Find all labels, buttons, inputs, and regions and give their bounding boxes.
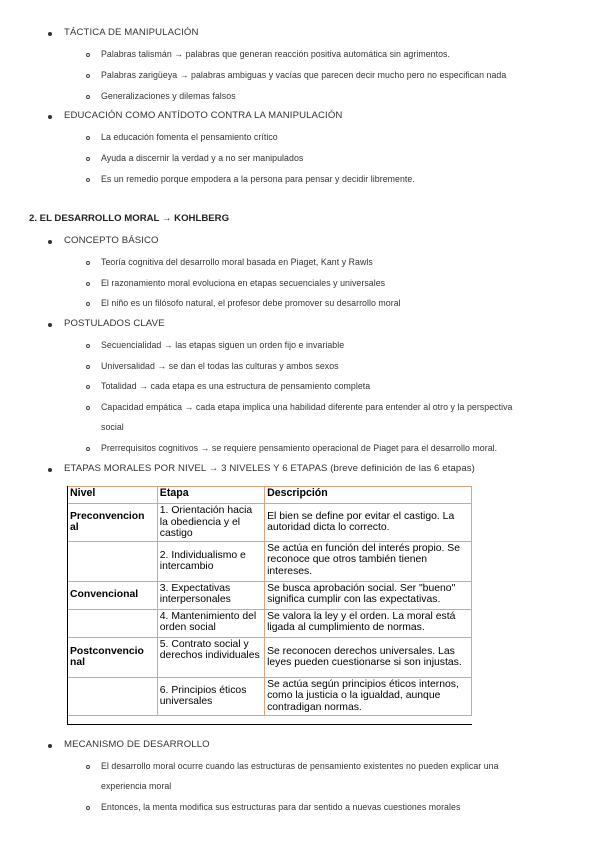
bullet-circle-icon <box>86 385 90 389</box>
table-cell-description: Se valora la ley y el orden. La moral está ligada al cumplimiento de normas. <box>265 609 472 637</box>
sub-list-item: Teoría cognitiva del desarrollo moral basada en Piaget, Kant y Rawls <box>101 257 373 267</box>
table-cell-level <box>68 609 158 637</box>
table-row <box>68 504 472 542</box>
sub-list-item: Universalidad → se dan el todas las culturas y ambos sexos <box>101 361 339 371</box>
bullet-dot-icon <box>48 115 52 119</box>
table-cell-level: Postconvencio nal <box>68 637 158 677</box>
sub-list-item: El razonamiento moral evoluciona en etapas secuenciales y universales <box>101 278 386 288</box>
table-cell-stage: 6. Principios éticos universales <box>157 677 264 715</box>
sub-list-item: Entonces, la menta modifica sus estructuras para dar sentido a nuevas cuestiones morales <box>101 802 461 812</box>
sub-list-item: Palabras zarigüeya → palabras ambiguas y vacías que parecen decir mucho pero no especifican nada <box>101 70 507 80</box>
bullet-circle-icon <box>86 157 90 161</box>
table-cell-level <box>68 677 158 715</box>
table-cell-stage: 3. Expectativas interpersonales <box>157 581 264 609</box>
column-header: Descripción <box>265 487 472 504</box>
sub-list-item: Ayuda a discernir la verdad y a no ser manipulados <box>101 153 304 163</box>
sub-list-item: Capacidad empática → cada etapa implica una habilidad diferente para entender al otro y la perspectiva <box>101 402 513 412</box>
table-cell-stage: 4. Mantenimiento del orden social <box>157 609 264 637</box>
sub-list-item: Secuencialidad → las etapas siguen un orden fijo e invariable <box>101 340 345 350</box>
table-header-row <box>68 487 472 504</box>
table-row <box>68 609 472 637</box>
sub-list-item: Generalizaciones y dilemas falsos <box>101 91 236 101</box>
table-cell-description: Se reconocen derechos universales. Las leyes pueden cuestionarse si son injustas. <box>265 637 472 677</box>
table-cell-description: El bien se define por evitar el castigo. La autoridad dicta lo correcto. <box>265 504 472 542</box>
bullet-dot-icon <box>48 323 52 327</box>
table-cell-description: Se actúa según principios éticos internos, como la justicia o la igualdad, aunque contradigan normas. <box>265 677 472 715</box>
list-item-label: POSTULADOS CLAVE <box>64 318 165 329</box>
table-cell-stage: 5. Contrato social y derechos individuales <box>157 637 264 677</box>
bullet-circle-icon <box>86 136 90 140</box>
bullet-circle-icon <box>86 178 90 182</box>
bullet-dot-icon <box>48 744 52 748</box>
table-border-bottom <box>67 724 472 725</box>
sub-list-item-continuation: social <box>101 422 124 432</box>
section-heading: 2. EL DESARROLLO MORAL → KOHLBERG <box>29 213 230 224</box>
bullet-circle-icon <box>86 282 90 286</box>
list-item-label: ETAPAS MORALES POR NIVEL → 3 NIVELES Y 6 ETAPAS (breve definición de las 6 etapas) <box>64 463 475 474</box>
list-item-label: CONCEPTO BÁSICO <box>64 235 159 246</box>
sub-list-item: La educación fomenta el pensamiento crítico <box>101 132 278 142</box>
sub-list-item: El desarrollo moral ocurre cuando las estructuras de pensamiento existentes no pueden explicar una <box>101 761 499 771</box>
table-cell-description: Se busca aprobación social. Ser "bueno" significa cumplir con las expectativas. <box>265 581 472 609</box>
bullet-dot-icon <box>48 240 52 244</box>
sub-list-item: Es un remedio porque empodera a la persona para pensar y decidir libremente. <box>101 174 415 184</box>
bullet-circle-icon <box>86 261 90 265</box>
moral-stages-table <box>67 486 472 716</box>
column-header: Nivel <box>68 487 158 504</box>
table-cell-description: Se actúa en función del interés propio. Se reconoce que otros también tienen intereses. <box>265 541 472 581</box>
bullet-circle-icon <box>86 74 90 78</box>
bullet-circle-icon <box>86 806 90 810</box>
sub-list-item: Palabras talismán → palabras que generan reacción positiva automática sin agrimentos. <box>101 49 450 59</box>
bullet-circle-icon <box>86 344 90 348</box>
list-item-label: TÁCTICA DE MANIPULACIÓN <box>64 27 199 38</box>
bullet-circle-icon <box>86 53 90 57</box>
bullet-circle-icon <box>86 365 90 369</box>
table-row <box>68 541 472 581</box>
table-cell-level: Convencional <box>68 581 158 609</box>
table-cell-level: Preconvencion al <box>68 504 158 542</box>
table-border-left <box>67 486 68 725</box>
sub-list-item: Totalidad → cada etapa es una estructura de pensamiento completa <box>101 381 371 391</box>
table-row <box>68 677 472 715</box>
list-item-label: MECANISMO DE DESARROLLO <box>64 739 210 750</box>
list-item-label: EDUCACIÓN COMO ANTÍDOTO CONTRA LA MANIPULACIÓN <box>64 110 343 121</box>
bullet-circle-icon <box>86 95 90 99</box>
table-cell-level <box>68 541 158 581</box>
sub-list-item-continuation: experiencia moral <box>101 781 172 791</box>
sub-list-item: El niño es un filósofo natural, el profesor debe promover su desarrollo moral <box>101 298 401 308</box>
table-cell-stage: 2. Individualismo e intercambio <box>157 541 264 581</box>
bullet-circle-icon <box>86 406 90 410</box>
sub-list-item: Prerrequisitos cognitivos → se requiere pensamiento operacional de Piaget para el desarrollo moral. <box>101 443 498 453</box>
table-row <box>68 581 472 609</box>
bullet-circle-icon <box>86 447 90 451</box>
table-cell-stage: 1. Orientación hacia la obediencia y el castigo <box>157 504 264 542</box>
column-header: Etapa <box>157 487 264 504</box>
bullet-dot-icon <box>48 32 52 36</box>
table-row <box>68 637 472 677</box>
bullet-circle-icon <box>86 302 90 306</box>
bullet-circle-icon <box>86 765 90 769</box>
bullet-dot-icon <box>48 468 52 472</box>
